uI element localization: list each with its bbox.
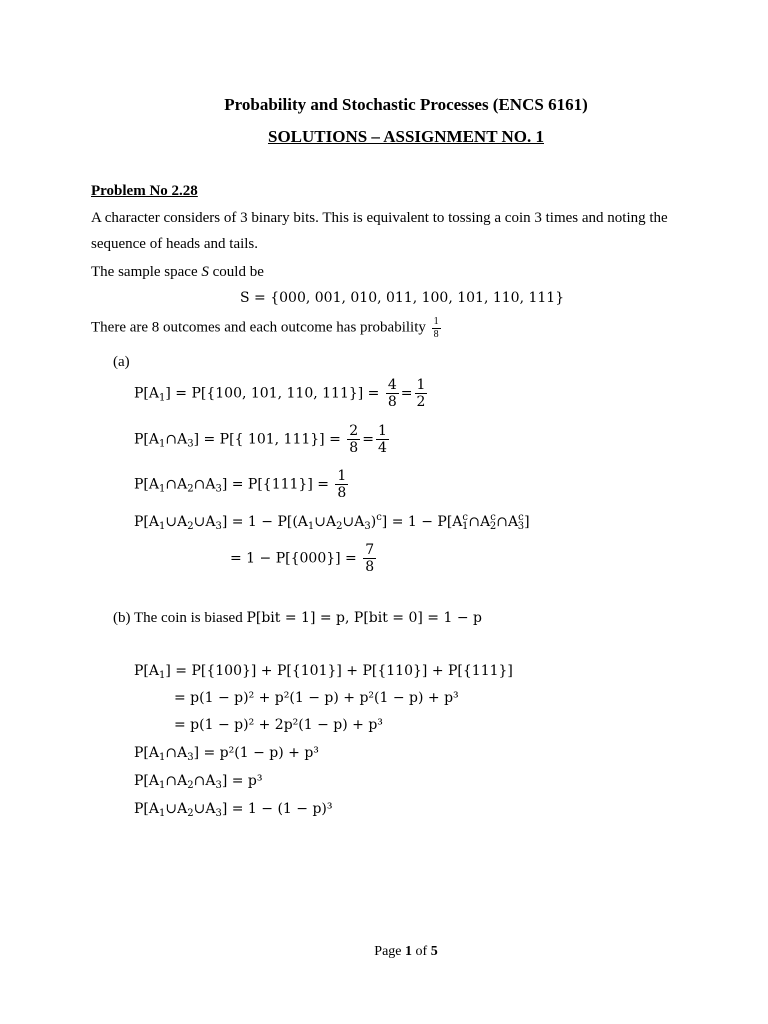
fraction-numerator: 7: [365, 542, 375, 558]
fraction-denominator: 2: [416, 394, 426, 411]
eq-text: ] = p²(1 − p) + p³: [193, 745, 319, 761]
fraction-numerator: 1: [377, 423, 387, 439]
fraction: [363, 542, 376, 575]
page-of-label: of: [412, 944, 431, 959]
problem-heading: Problem No 2.28: [91, 183, 198, 199]
document-title: Probability and Stochastic Processes (ENCS 6161): [224, 95, 588, 114]
outcomes-line: [91, 316, 443, 340]
fraction-numerator: 2: [349, 423, 359, 439]
intro-line-1: A character considers of 3 binary bits. This is equivalent to tossing a coin 3 times and noting the: [91, 210, 668, 226]
fraction: [386, 377, 399, 410]
page-footer: [0, 944, 768, 960]
fraction: [347, 423, 360, 456]
eq-text: ): [370, 514, 377, 530]
eq-text: ] = P[{111}] =: [221, 476, 334, 493]
eq-text: ] = 1 − P[(A: [221, 514, 308, 530]
part-a-label: (a): [113, 354, 130, 370]
part-b-label: (b) The coin is biased: [113, 610, 247, 626]
eq-text: ] = p³: [221, 773, 263, 789]
part-b-line: [113, 610, 482, 627]
equation-a5: [230, 542, 378, 575]
sample-space-tail: could be: [208, 264, 264, 280]
document-subtitle: [0, 127, 768, 147]
equation-a2: $P[A_1\cap A_3] = P$[{ 101, 111}] = $\frac{2}{8}$ = $\frac{1}{4}$: [134, 423, 387, 457]
fraction-denominator: 8: [349, 440, 359, 457]
fraction: [335, 468, 348, 501]
fraction-denominator: 8: [337, 485, 347, 502]
fraction: [376, 423, 389, 456]
fraction-numerator: 1: [337, 468, 347, 484]
equation-b6: $P[A_1\cup A_2\cup A_3] = 1 - (1 - p)^3$: [134, 801, 333, 819]
equation-b5: $P[A_1\cap A_2\cap A_3] = p^3$: [134, 773, 263, 791]
outcome-probability-fraction: [432, 316, 441, 340]
eq-text: P[A: [134, 385, 159, 402]
equation-b4: $P[A_1\cap A_3] = p^2(1 - p) + p^3$: [134, 745, 319, 763]
fraction-denominator: 8: [387, 394, 397, 411]
eq-text: ] = P[{ 101, 111}] =: [193, 431, 346, 448]
equation-a3: $P[A_1\cap A_2\cap A_3] = P[\{111\}]$ = $\frac{1}{8}$: [134, 468, 347, 502]
subtitle-text: SOLUTIONS – ASSIGNMENT NO. 1: [267, 127, 544, 146]
equation-b3: = p(1 − p)² + 2p²(1 − p) + p³: [174, 717, 383, 733]
sample-space-symbol: S: [201, 264, 209, 280]
equation-b1: $P[A_1] = P[\{100\}] + P[\{101\}] + P[\{110\}] + P[\{111\}]$: [134, 663, 513, 681]
eq-text: = 1 − P[{000}] =: [230, 550, 362, 567]
sample-space-line: [91, 264, 264, 281]
page-label: Page: [374, 944, 406, 959]
fraction-numerator: 4: [387, 377, 397, 393]
fraction-denominator: 4: [377, 440, 387, 457]
fraction-numerator: 1: [433, 316, 439, 327]
sample-space-equation: S = {000, 001, 010, 011, 100, 101, 110, 111}: [240, 290, 565, 306]
equation-a1: $P[A_1] = P[\{100$, 101, 110, 111}] = $\frac{4}{8}$ = $\frac{1}{2}$: [134, 377, 426, 411]
equation-a4: $P[A_1\cup A_2\cup A_3] = 1$ − $P[(A_1\cup A_2\cup A_3)^c] = 1$ − $P[A^c_1\cap A^c_2\cap A^c_3]$: [134, 512, 530, 532]
eq-subscript: 1: [159, 392, 166, 404]
eq-text: ] = 1 − P[A: [381, 514, 463, 530]
page-total: 5: [430, 944, 438, 959]
eq-text: ] = P[{100}] + P[{101}] + P[{110}] + P[{111}]: [165, 663, 513, 679]
eq-text: ] = 1 − (1 − p)³: [221, 801, 333, 817]
intro-line-2: sequence of heads and tails.: [91, 236, 259, 252]
outcomes-text: There are 8 outcomes and each outcome has probability: [91, 319, 430, 336]
fraction-denominator: 8: [365, 559, 375, 576]
equation-b2: = p(1 − p)² + p²(1 − p) + p²(1 − p) + p³: [174, 690, 459, 706]
fraction-denominator: 8: [433, 328, 439, 340]
page-number: 1: [405, 944, 413, 959]
fraction-numerator: 1: [416, 377, 426, 393]
sample-space-lead: The sample space: [91, 264, 202, 280]
fraction: [415, 377, 428, 410]
bias-equation: P[bit = 1] = p, P[bit = 0] = 1 − p: [246, 610, 482, 626]
eq-text: ] = P[{100, 101, 110, 111}] =: [165, 385, 384, 402]
